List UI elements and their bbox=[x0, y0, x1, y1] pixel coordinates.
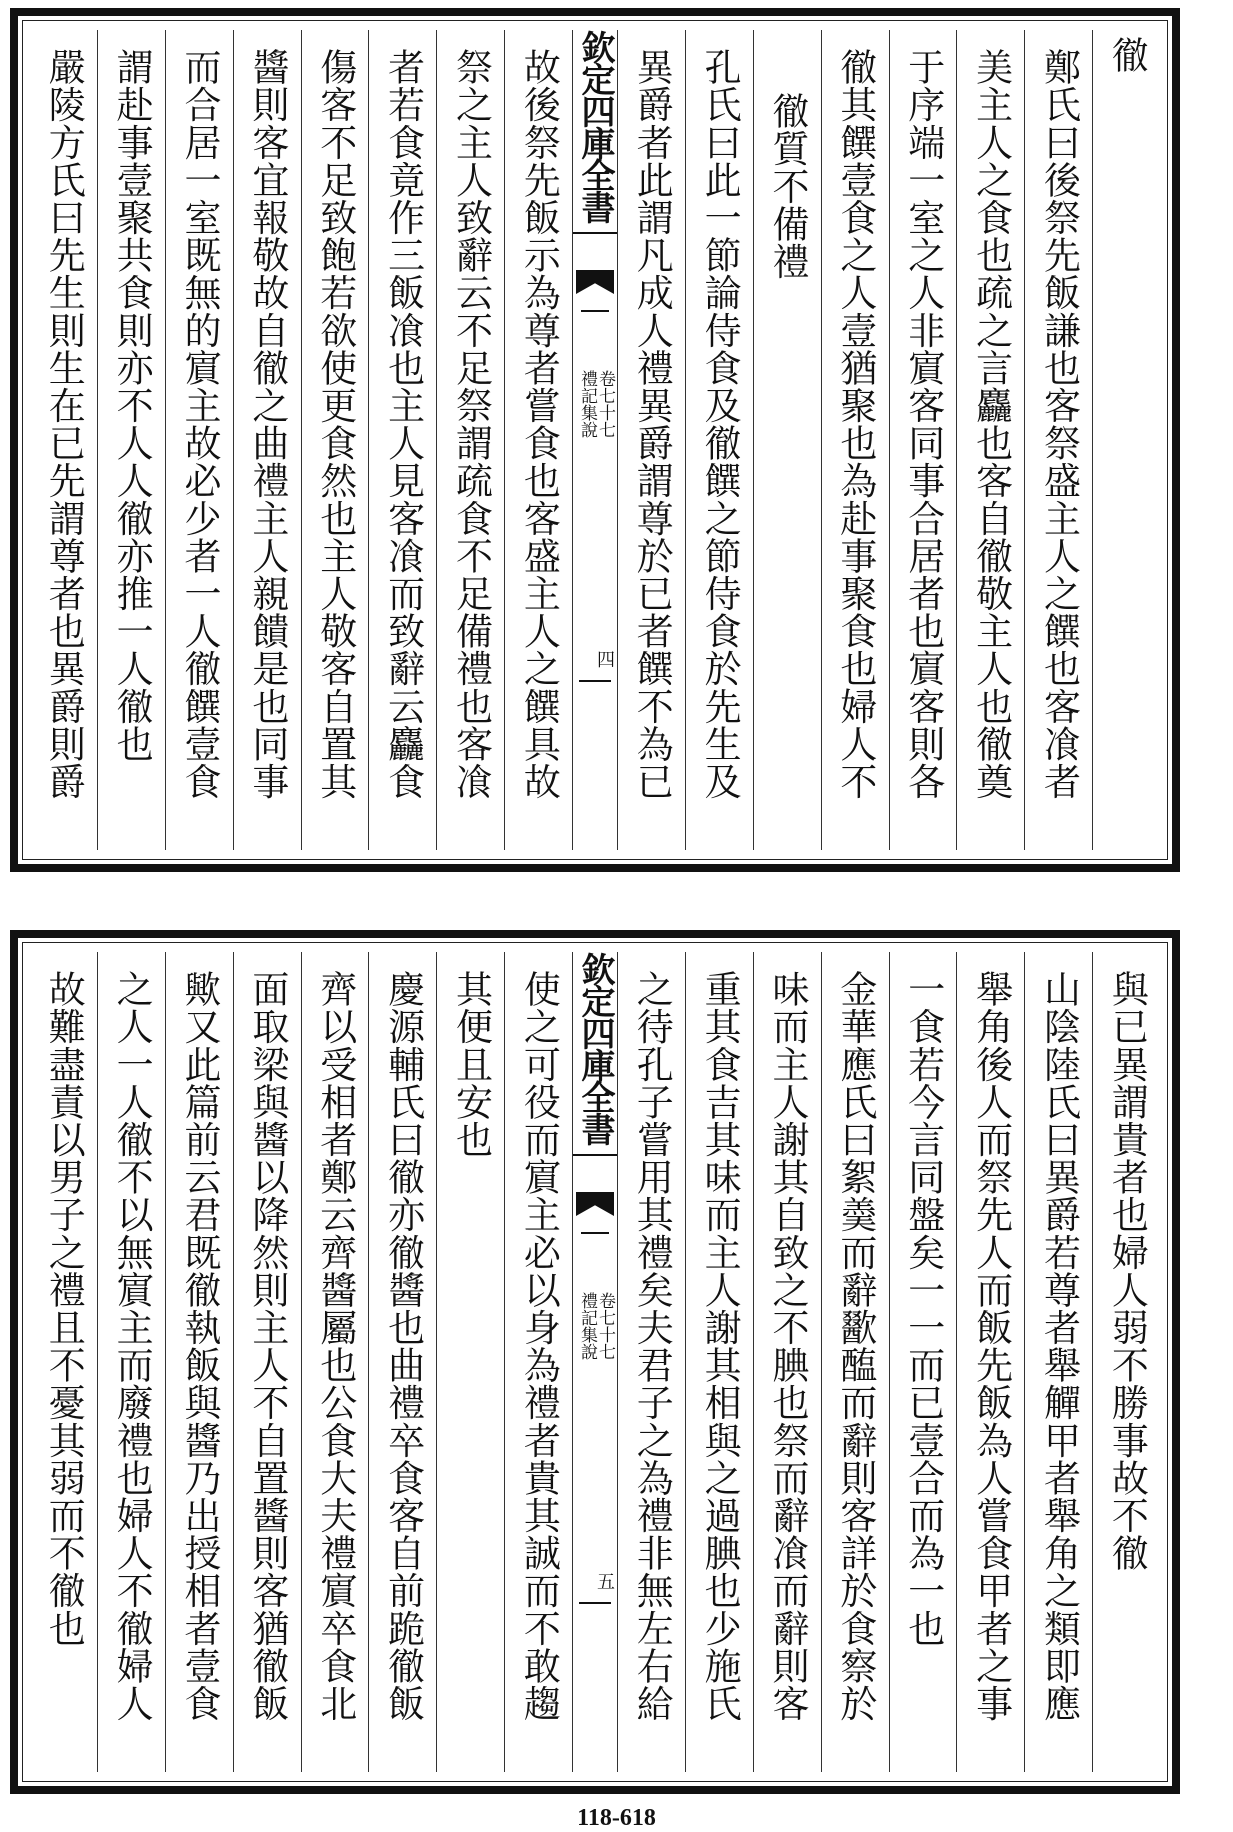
text-column: 嚴陵方氏曰先生則生在已先謂尊者也異爵則爵 bbox=[42, 48, 86, 800]
text-columns bbox=[30, 952, 1160, 1772]
text-column: 徹其饌壹食之人壹猶聚也為赴事聚食也婦人不 bbox=[821, 30, 889, 850]
series-title: 欽定四庫全書 bbox=[573, 952, 617, 1156]
text-column: 美主人之食也疏之言麤也客自徹敬主人也徹奠 bbox=[956, 30, 1024, 850]
center-fold bbox=[572, 30, 617, 850]
book-title: 禮記集說 bbox=[577, 1292, 597, 1360]
fish-tail-mark bbox=[576, 270, 614, 294]
fish-tail-rule bbox=[581, 296, 609, 312]
text-column: 于序端一室之人非賔客同事合居者也賔客則各 bbox=[889, 30, 957, 850]
text-column: 徹質不備禮 bbox=[753, 30, 821, 850]
folio-number: 五 bbox=[594, 1572, 615, 1590]
text-column: 祭之主人致辭云不足祭謂疏食不足備禮也客飡 bbox=[436, 30, 504, 850]
text-column: 使之可役而賔主必以身為禮者貴其誠而不敢趨 bbox=[504, 952, 572, 1772]
text-column: 舉角後人而祭先人而飯先飯為人嘗食甲者之事 bbox=[956, 952, 1024, 1772]
fish-tail-rule bbox=[581, 1218, 609, 1234]
text-column: 之人一人徹不以無賔主而廢禮也婦人不徹婦人 bbox=[97, 952, 165, 1772]
text-column: 謂赴事壹聚共食則亦不人人徹亦推一人徹也 bbox=[97, 30, 165, 850]
text-column: 金華應氏曰絮羮而辭歠醢而辭則客詳於食察於 bbox=[821, 952, 889, 1772]
text-column: 徹 bbox=[1092, 30, 1160, 850]
text-column: 味而主人謝其自致之不腆也祭而辭飡而辭則客 bbox=[753, 952, 821, 1772]
text-column: 故後祭先飯示為尊者嘗食也客盛主人之饌具故 bbox=[504, 30, 572, 850]
text-column: 山陰陸氏曰異爵若尊者舉觶甲者舉角之類即應 bbox=[1024, 952, 1092, 1772]
text-column: 之待孔子嘗用其禮矣夫君子之為禮非無左右給 bbox=[617, 952, 685, 1772]
text-column: 鄭氏曰後祭先飯謙也客祭盛主人之饌也客飡者 bbox=[1024, 30, 1092, 850]
fish-tail-mark bbox=[576, 1192, 614, 1216]
text-column: 與已異謂貴者也婦人弱不勝事故不徹 bbox=[1092, 952, 1160, 1772]
text-column: 面取梁與醬以降然則主人不自置醬則客猶徹飯 bbox=[233, 952, 301, 1772]
text-column: 異爵者此謂凡成人禮異爵謂尊於已者饌不為已 bbox=[617, 30, 685, 850]
text-columns bbox=[30, 30, 1160, 850]
text-column: 重其食吉其味而主人謝其相與之過腆也少施氏 bbox=[685, 952, 753, 1772]
text-column: 者若食竟作三飯飡也主人見客飡而致辭云麤食 bbox=[368, 30, 436, 850]
book-title: 禮記集說 bbox=[577, 370, 597, 438]
text-column: 醬則客宜報敬故自徹之曲禮主人親饋是也同事 bbox=[233, 30, 301, 850]
juan-label: 卷七十七 bbox=[595, 1292, 615, 1360]
text-column: 故難盡責以男子之禮且不憂其弱而不徹也 bbox=[42, 970, 86, 1647]
page-top bbox=[10, 8, 1180, 872]
text-column: 一食若今言同盤矣一一而已壹合而為一也 bbox=[889, 952, 957, 1772]
folio-rule bbox=[579, 680, 611, 682]
folio-number: 四 bbox=[594, 650, 615, 668]
text-column: 其便且安也 bbox=[436, 952, 504, 1772]
juan-label: 卷七十七 bbox=[595, 370, 615, 438]
series-title: 欽定四庫全書 bbox=[573, 30, 617, 234]
text-column: 孔氏曰此一節論侍食及徹饌之節侍食於先生及 bbox=[685, 30, 753, 850]
text-column: 歟又此篇前云君既徹執飯與醬乃出授相者壹食 bbox=[165, 952, 233, 1772]
folio-rule bbox=[579, 1602, 611, 1604]
page-bottom bbox=[10, 930, 1180, 1794]
page-footer-number: 118-618 bbox=[577, 1805, 656, 1831]
text-column: 慶源輔氏曰徹亦徹醬也曲禮卒食客自前跪徹飯 bbox=[368, 952, 436, 1772]
text-column: 傷客不足致飽若欲使更食然也主人敬客自置其 bbox=[301, 30, 369, 850]
text-column: 而合居一室既無的賔主故必少者一人徹饌壹食 bbox=[165, 30, 233, 850]
text-column: 齊以受相者鄭云齊醬屬也公食大夫禮賔卒食北 bbox=[301, 952, 369, 1772]
center-fold bbox=[572, 952, 617, 1772]
